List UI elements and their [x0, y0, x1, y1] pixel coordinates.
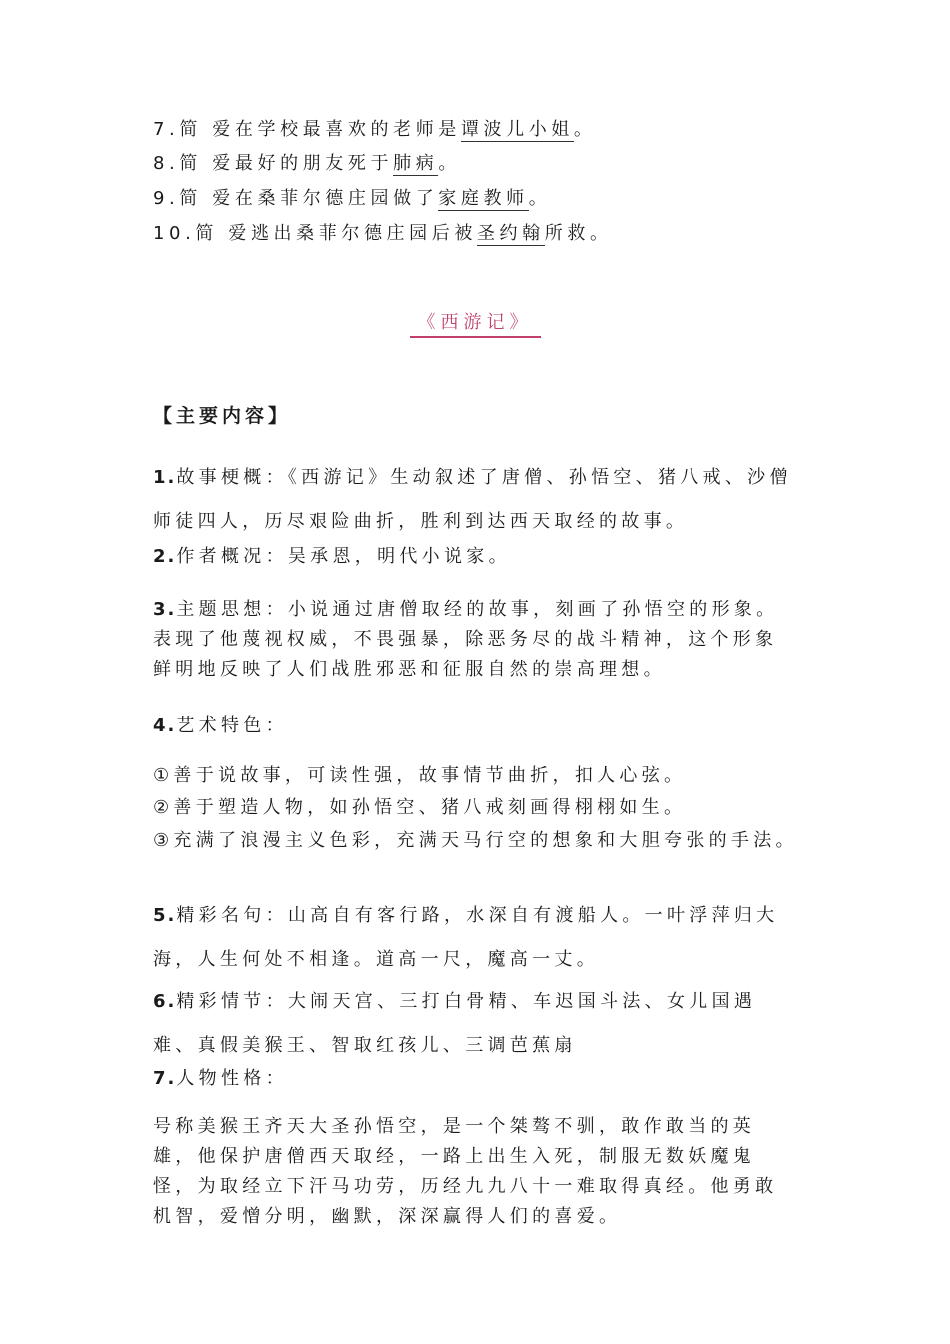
item-2: 2.作者概况：吴承恩，明代小说家。 [153, 546, 511, 567]
item-4: 4.艺术特色： [153, 715, 288, 736]
answer-blank: 谭波儿小姐 [460, 119, 574, 140]
jane-item-9: 9.简 爱在桑菲尔德庄园做了家庭教师。 [153, 188, 552, 209]
answer-blank: 圣约翰 [476, 223, 545, 244]
item-7: 7.人物性格： [153, 1068, 288, 1089]
item-1: 1.故事梗概：《西游记》生动叙述了唐僧、孙悟空、猪八戒、沙僧师徒四人，历尽艰险曲折，胜利到达西天取经的故事。 [153, 467, 792, 532]
character-paragraph: 号称美猴王齐天大圣孙悟空，是一个桀骜不驯，敢作敢当的英雄，他保护唐僧西天取经，一路上出生入死，制服无数妖魔鬼怪，为取经立下汗马功劳，历经九九八十一难取得真经。他勇敢机智，爱憎分明，幽默，深深赢得人们的喜爱。 [153, 1116, 778, 1227]
feature-3: ③充满了浪漫主义色彩，充满天马行空的想象和大胆夸张的手法。 [153, 830, 798, 851]
jane-item-7: 7.简 爱在学校最喜欢的老师是谭波儿小姐。 [153, 119, 597, 140]
book-title: 《西游记》 [0, 310, 950, 336]
feature-1: ①善于说故事，可读性强，故事情节曲折，扣人心弦。 [153, 765, 687, 786]
item-3: 3.主题思想：小说通过唐僧取经的故事，刻画了孙悟空的形象。表现了他蔑视权威，不畏强暴，除恶务尽的战斗精神，这个形象鲜明地反映了人们战胜邪恶和征服自然的崇高理想。 [153, 599, 779, 680]
answer-blank: 肺病 [393, 153, 439, 174]
jane-item-10: 10.简 爱逃出桑菲尔德庄园后被圣约翰所救。 [153, 223, 613, 244]
feature-2: ②善于塑造人物，如孙悟空、猪八戒刻画得栩栩如生。 [153, 797, 687, 818]
section-heading: 【主要内容】 [153, 405, 292, 427]
answer-blank: 家庭教师 [438, 188, 529, 209]
item-6: 6.精彩情节：大闹天宫、三打白骨精、车迟国斗法、女儿国遇难、真假美猴王、智取红孩儿、三调芭蕉扇 [153, 991, 757, 1056]
jane-item-8: 8.简 爱最好的朋友死于肺病。 [153, 153, 461, 174]
item-5: 5.精彩名句：山高自有客行路，水深自有渡船人。一叶浮萍归大海，人生何处不相逢。道高一尺，魔高一丈。 [153, 905, 779, 970]
